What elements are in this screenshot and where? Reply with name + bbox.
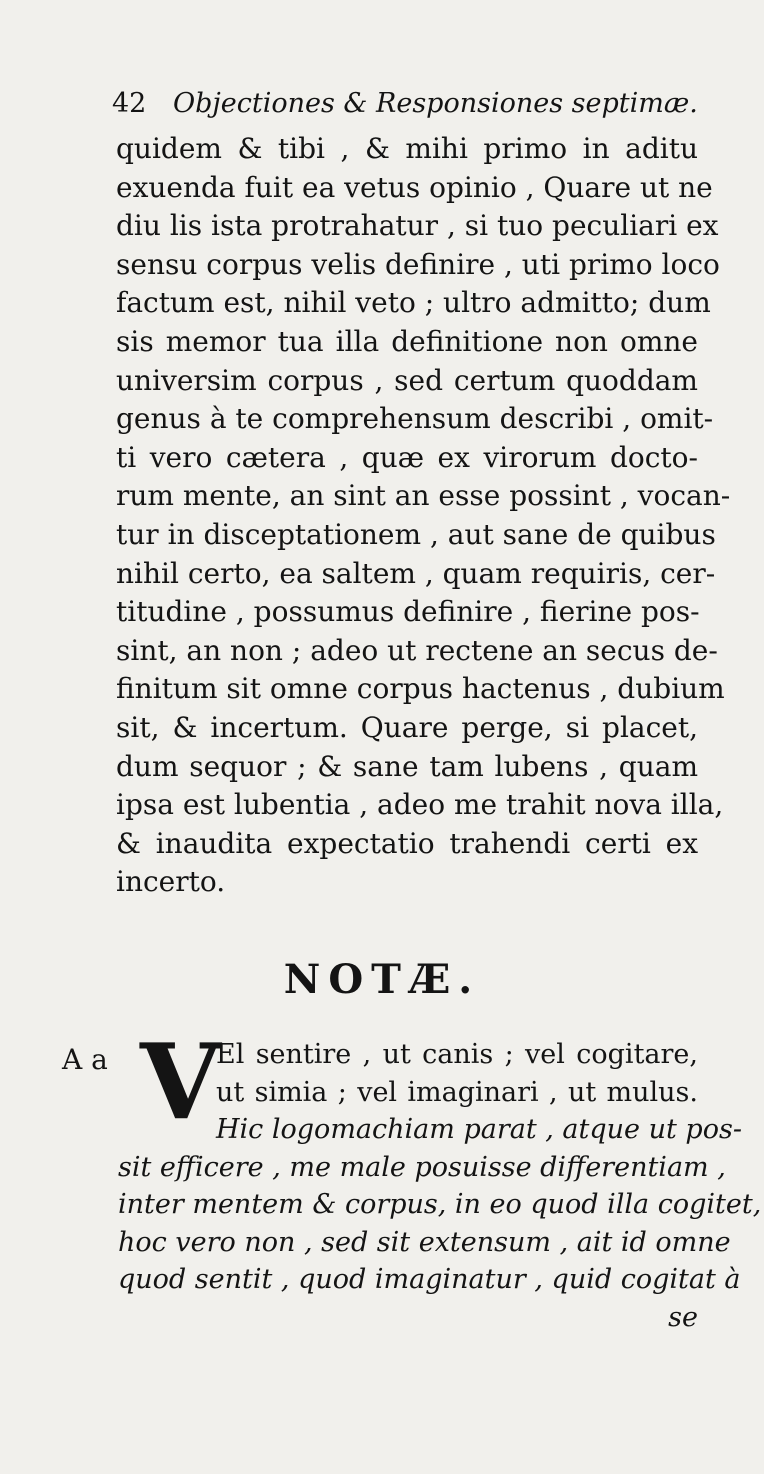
text-line: rum mente, an sint an esse possint , vocan- (116, 479, 731, 513)
text-line: titudine , possumus definire , fierine pos- (116, 595, 700, 629)
text-line: tur in disceptationem , aut sane de quibus (116, 517, 716, 551)
note-line: hoc vero non , sed sit extensum , ait id omne (118, 1226, 731, 1258)
text-line: factum est, nihil veto ; ultro admitto; dum (116, 286, 711, 320)
note-line: Hic logomachiam parat , atque ut pos- (216, 1114, 742, 1145)
note-line: ut simia ; vel imaginari , ut mulus. (216, 1076, 698, 1108)
text-line: universim corpus , sed certum quoddam (116, 363, 698, 397)
margin-note-marker: A a (62, 1043, 108, 1076)
text-line: dum sequor ; & sane tam lubens , quam (116, 749, 698, 783)
text-line: genus à te comprehensum describi , omit- (116, 402, 714, 436)
notes-text (118, 1036, 762, 1336)
text-line: diu lis ista protrahatur , si tuo peculiari ex (116, 209, 719, 243)
catchword: se (668, 1301, 698, 1333)
note-line: quod sentit , quod imaginatur , quid cogitat à (118, 1264, 741, 1295)
text-line: sint, an non ; adeo ut rectene an secus de- (116, 633, 718, 667)
text-line: sit, & incertum. Quare perge, si placet, (116, 710, 698, 744)
text-line: quidem & tibi , & mihi primo in aditu (116, 132, 698, 165)
text-line: finitum sit omne corpus hactenus , dubium (116, 672, 725, 706)
body-text (116, 130, 731, 902)
note-line: El sentire , ut canis ; vel cogitare, (216, 1039, 698, 1070)
text-line: incerto. (116, 865, 226, 899)
text-line: sensu corpus velis definire , uti primo loco (116, 247, 720, 281)
text-line: sis memor tua illa definitione non omne (116, 324, 698, 358)
text-line: nihil certo, ea saltem , quam requiris, cer- (116, 556, 716, 590)
note-line: inter mentem & corpus, in eo quod illa cogitet, (118, 1189, 762, 1220)
notes-heading: NOTÆ. (283, 956, 481, 1003)
running-title: Objectiones & Responsiones septimæ. (172, 88, 698, 119)
drop-cap: V (140, 1020, 221, 1143)
text-line: ipsa est lubentia , adeo me trahit nova illa, (116, 788, 724, 822)
running-header (112, 82, 698, 126)
text-line: ti vero cætera , quæ ex virorum docto- (116, 440, 698, 474)
text-line: & inaudita expectatio trahendi certi ex (116, 826, 698, 860)
text-line: exuenda fuit ea vetus opinio , Quare ut ne (116, 170, 713, 204)
page-number: 42 (112, 88, 147, 119)
note-line: sit efficere , me male posuisse differentiam , (118, 1151, 726, 1183)
